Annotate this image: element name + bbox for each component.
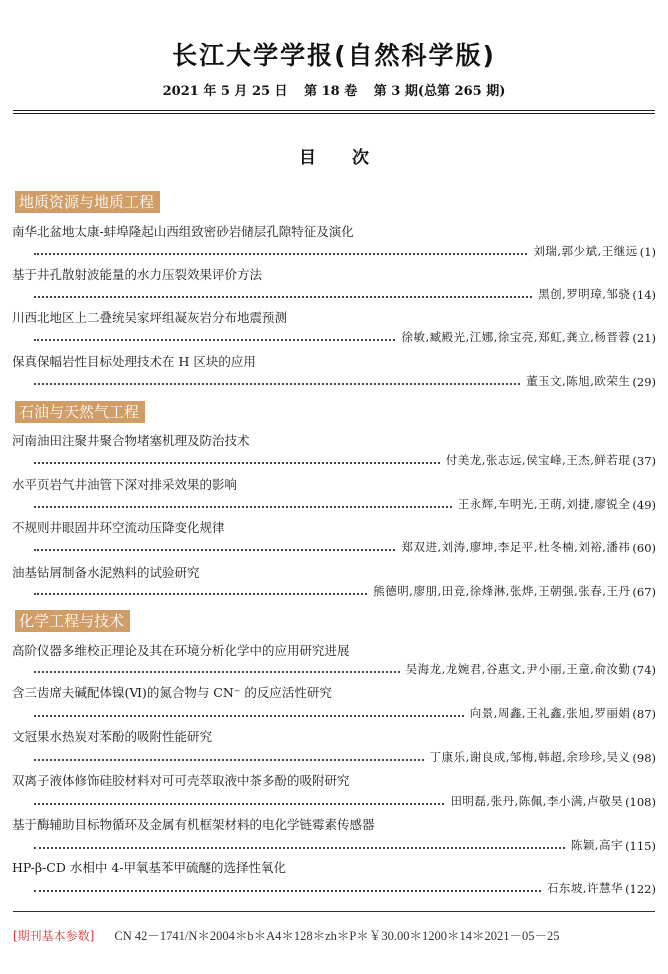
- article-byline: [34, 243, 656, 259]
- parameters-label: [期刊基本参数]: [13, 929, 95, 943]
- article-page: (74): [632, 663, 656, 677]
- article-authors: 熊德明,廖朋,田竞,徐烽淋,张烨,王朝强,张春,王丹: [373, 584, 631, 598]
- leader-dots: [34, 253, 527, 255]
- article-byline: [34, 496, 656, 512]
- journal-title: 长江大学学报(自然科学版): [172, 41, 496, 70]
- article-title[interactable]: 基于井孔散射波能量的水力压裂效果评价方法: [12, 267, 263, 282]
- article-page: (37): [632, 454, 656, 468]
- article-authors: 付美龙,张志远,侯宝峰,王杰,鲜若琨: [445, 453, 631, 467]
- article-byline: [34, 373, 656, 389]
- article-title[interactable]: 河南油田注聚井聚合物堵塞机理及防治技术: [12, 433, 250, 448]
- journal-parameters: [13, 926, 560, 944]
- section-badge-chemistry: 化学工程与技术: [15, 610, 130, 632]
- article-authors: 王永辉,车明光,王萌,刘捷,廖锐全: [457, 497, 631, 511]
- article-authors: 向景,周鑫,王礼鑫,张旭,罗丽娟: [469, 706, 631, 720]
- leader-dots: [34, 759, 424, 761]
- article-authors: 徐敏,臧殿光,江娜,徐宝亮,郑虹,龚立,杨晋蓉: [401, 330, 631, 344]
- article-byline: [34, 452, 656, 468]
- article-page: (60): [632, 541, 656, 555]
- article-page: (49): [632, 498, 656, 512]
- issue-date: 2021 年 5 月 25 日: [162, 84, 288, 99]
- article-byline: [34, 329, 656, 345]
- article-byline: [34, 749, 656, 765]
- article-authors: 吴海龙,龙婉君,谷惠文,尹小丽,王童,俞汝勤: [405, 662, 631, 676]
- article-page: (14): [632, 288, 656, 302]
- article-authors: 黑创,罗明璋,邹骁: [538, 287, 631, 301]
- article-title[interactable]: 基于酶辅助目标物循环及金属有机框架材料的电化学链霉素传感器: [12, 817, 375, 832]
- article-byline: [34, 539, 656, 555]
- article-page: (67): [632, 585, 656, 599]
- leader-dots: [34, 549, 395, 551]
- article-authors: 刘瑞,郭少斌,王继远: [533, 244, 638, 258]
- issue-volume: 第 18 卷: [304, 84, 358, 99]
- article-title[interactable]: 双离子液体修饰硅胶材料对可可壳萃取液中茶多酚的吸附研究: [12, 773, 350, 788]
- article-byline: [34, 837, 656, 853]
- leader-dots: [34, 715, 464, 717]
- article-authors: 郑双进,刘涛,廖坤,李足平,杜冬楠,刘裕,潘祎: [401, 540, 631, 554]
- article-byline: [34, 286, 656, 302]
- leader-dots: [34, 383, 520, 385]
- article-page: (29): [632, 375, 656, 389]
- article-title[interactable]: 含三齿席夫碱配体镍(Ⅵ)的氮合物与 CN⁻ 的反应活性研究: [12, 685, 332, 700]
- article-authors: 董玉文,陈旭,欧荣生: [526, 374, 631, 388]
- leader-dots: [34, 339, 395, 341]
- leader-dots: [34, 803, 444, 805]
- article-page: (98): [632, 751, 656, 765]
- leader-dots: [34, 671, 400, 673]
- article-title[interactable]: 油基钻屑制备水泥熟料的试验研究: [12, 565, 200, 580]
- article-page: (122): [625, 882, 656, 896]
- article-title[interactable]: 水平页岩气井油管下深对排采效果的影响: [12, 477, 238, 492]
- section-badge-geology: 地质资源与地质工程: [15, 191, 160, 213]
- article-page: (87): [632, 707, 656, 721]
- footer-rule: [13, 911, 655, 912]
- article-page: (1): [639, 245, 656, 259]
- article-title[interactable]: 高阶仪器多维校正理论及其在环境分析化学中的应用研究进展: [12, 643, 350, 658]
- toc-heading: 目 次: [299, 148, 369, 168]
- article-title[interactable]: 不规则井眼固井环空流动压降变化规律: [12, 520, 225, 535]
- article-authors: 丁康乐,谢良成,邹梅,韩超,余珍珍,吴义: [429, 750, 631, 764]
- leader-dots: [34, 890, 541, 892]
- article-byline: [34, 661, 656, 677]
- article-authors: 田明磊,张丹,陈佩,李小满,卢敬昊: [450, 794, 624, 808]
- article-byline: [34, 793, 656, 809]
- article-page: (21): [632, 331, 656, 345]
- article-authors: 石东坡,许慧华: [546, 881, 624, 895]
- article-title[interactable]: 川西北地区上二叠统吴家坪组凝灰岩分布地震预测: [12, 310, 288, 325]
- leader-dots: [34, 847, 565, 849]
- article-title[interactable]: HP-β-CD 水相中 4-甲氧基苯甲硫醚的选择性氧化: [12, 860, 287, 875]
- issue-number: 第 3 期(总第 265 期): [373, 84, 506, 99]
- issue-info: [0, 80, 668, 99]
- article-title[interactable]: 南华北盆地太康-蚌埠隆起山西组致密砂岩储层孔隙特征及演化: [12, 224, 354, 239]
- article-title[interactable]: 保真保幅岩性目标处理技术在 H 区块的应用: [12, 354, 256, 369]
- article-byline: [34, 583, 656, 599]
- article-page: (108): [625, 795, 656, 809]
- leader-dots: [34, 506, 452, 508]
- article-authors: 陈颖,高宇: [570, 838, 624, 852]
- article-title[interactable]: 文冠果水热炭对苯酚的吸附性能研究: [12, 729, 213, 744]
- leader-dots: [34, 593, 367, 595]
- article-byline: [34, 705, 656, 721]
- leader-dots: [34, 462, 440, 464]
- article-page: (115): [625, 839, 656, 853]
- leader-dots: [34, 296, 532, 298]
- section-badge-petroleum: 石油与天然气工程: [15, 401, 145, 423]
- parameters-value: CN 42－1741/N＊2004＊b＊A4＊128＊zh＊P＊￥30.00＊1200＊14＊2021－05－25: [114, 929, 560, 943]
- header-double-rule: [13, 110, 655, 114]
- article-byline: [34, 880, 656, 896]
